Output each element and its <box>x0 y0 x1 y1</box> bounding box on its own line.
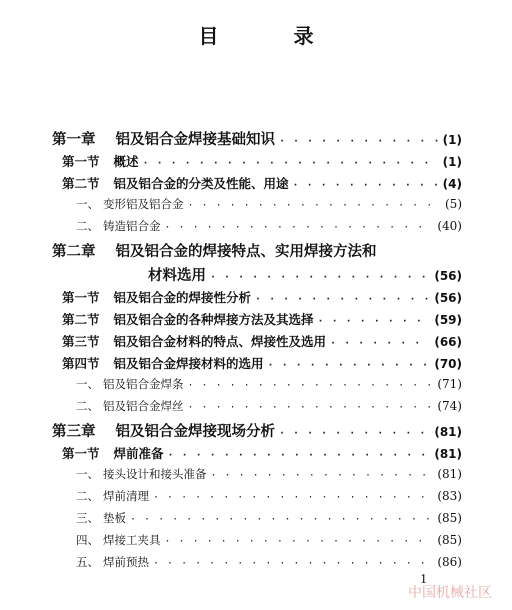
toc-number: 第一节 <box>62 154 100 169</box>
toc-entry[interactable] <box>62 174 462 196</box>
toc-page: (81) <box>434 425 462 439</box>
toc-title: 垫板 <box>103 511 126 525</box>
toc-title: 铝及铝合金的焊接特点、实用焊接方法和 <box>115 244 377 260</box>
page-number: 1 <box>420 572 427 587</box>
toc-title: 焊前清理 <box>103 489 149 503</box>
toc-entry[interactable] <box>76 218 462 240</box>
toc-entry[interactable] <box>52 420 462 442</box>
toc-title: 概述 <box>113 154 139 169</box>
toc-entry[interactable] <box>62 354 462 376</box>
toc-entry[interactable] <box>62 332 462 354</box>
toc-title: 焊前预热 <box>103 555 149 569</box>
dot-leader <box>188 200 442 211</box>
toc-title: 铝及铝合金材料的特点、焊接性及选用 <box>113 334 327 349</box>
toc-title: 铝及铝合金焊丝 <box>103 399 184 413</box>
toc-number: 二、 <box>76 489 99 503</box>
toc-page: (83) <box>437 489 462 503</box>
toc-page: (81) <box>434 447 462 461</box>
toc-page: (1) <box>442 155 462 169</box>
dot-leader <box>143 158 439 169</box>
toc-number: 一、 <box>76 467 99 481</box>
toc-page: (70) <box>434 357 462 371</box>
dot-leader <box>293 180 439 191</box>
toc-title: 铝及铝合金的焊接性分析 <box>113 290 252 305</box>
toc-title: 铸造铝合金 <box>103 219 161 233</box>
toc-entry[interactable] <box>76 196 462 218</box>
toc-page: (85) <box>437 533 462 547</box>
toc-entry[interactable] <box>76 510 462 532</box>
toc-entry[interactable] <box>62 152 462 174</box>
toc-number: 第四节 <box>62 356 100 371</box>
toc-number: 二、 <box>76 399 99 413</box>
dot-leader <box>279 136 439 147</box>
toc-page: (56) <box>434 269 462 283</box>
toc-entry[interactable] <box>76 376 462 398</box>
toc-page: (85) <box>437 511 462 525</box>
dot-leader <box>165 536 434 547</box>
toc-entry[interactable] <box>76 532 462 554</box>
toc-title: 变形铝及铝合金 <box>103 197 184 211</box>
dot-leader <box>153 558 433 569</box>
toc-entry[interactable] <box>52 128 462 150</box>
toc-number: 第二节 <box>62 176 100 191</box>
watermark-text: 中国机械社区 <box>408 585 492 601</box>
toc-page: (40) <box>437 219 462 233</box>
toc-title: 铝及铝合金的各种焊接方法及其选择 <box>113 312 314 327</box>
toc-entry[interactable] <box>62 310 462 332</box>
dot-leader <box>188 402 434 413</box>
toc-title: 铝及铝合金焊接现场分析 <box>115 424 275 440</box>
dot-leader <box>165 222 434 233</box>
toc-number: 三、 <box>76 511 99 525</box>
toc-entry[interactable] <box>148 264 462 286</box>
toc-number: 一、 <box>76 377 99 391</box>
toc-title: 材料选用 <box>148 268 206 284</box>
toc-number: 第三章 <box>52 424 96 440</box>
dot-leader <box>210 272 430 283</box>
toc-number: 第一节 <box>62 446 100 461</box>
toc-title: 铝及铝合金焊接材料的选用 <box>113 356 264 371</box>
toc-page: (74) <box>437 399 462 413</box>
dot-leader <box>211 470 434 481</box>
toc-number: 二、 <box>76 219 99 233</box>
toc-number: 第一节 <box>62 290 100 305</box>
toc-entry[interactable] <box>76 466 462 488</box>
toc-entry[interactable] <box>52 240 462 262</box>
toc-page: (5) <box>445 197 462 211</box>
dot-leader <box>330 338 430 349</box>
toc-title: 接头设计和接头准备 <box>103 467 207 481</box>
toc-page: (86) <box>437 555 462 569</box>
toc-number: 第三节 <box>62 334 100 349</box>
toc-page: (66) <box>434 335 462 349</box>
dot-leader <box>130 514 433 525</box>
dot-leader <box>255 294 430 305</box>
toc-page: (56) <box>434 291 462 305</box>
toc-page: (71) <box>437 377 462 391</box>
toc-number: 第二节 <box>62 312 100 327</box>
page-title: 目 录 <box>198 24 348 48</box>
toc-page: (4) <box>442 177 462 191</box>
toc-entry[interactable] <box>62 288 462 310</box>
toc-number: 四、 <box>76 533 99 547</box>
toc-number: 一、 <box>76 197 99 211</box>
toc-page: (59) <box>434 313 462 327</box>
dot-leader <box>318 316 431 327</box>
toc-number: 第二章 <box>52 244 96 260</box>
dot-leader <box>268 360 431 371</box>
toc-title: 焊前准备 <box>113 446 164 461</box>
dot-leader <box>153 492 433 503</box>
toc-number: 第一章 <box>52 132 96 148</box>
toc-entry[interactable] <box>76 554 462 576</box>
dot-leader <box>279 428 430 439</box>
toc-entry[interactable] <box>76 488 462 510</box>
toc-title: 焊接工夹具 <box>103 533 161 547</box>
toc-entry[interactable] <box>76 398 462 420</box>
toc-title: 铝及铝合金的分类及性能、用途 <box>113 176 289 191</box>
dot-leader <box>188 380 434 391</box>
toc-number: 五、 <box>76 555 99 569</box>
toc-page: (1) <box>442 133 462 147</box>
toc-title: 铝及铝合金焊接基础知识 <box>115 132 275 148</box>
toc-page: (81) <box>437 467 462 481</box>
dot-leader <box>168 450 431 461</box>
toc-title: 铝及铝合金焊条 <box>103 377 184 391</box>
toc-entry[interactable] <box>62 444 462 466</box>
